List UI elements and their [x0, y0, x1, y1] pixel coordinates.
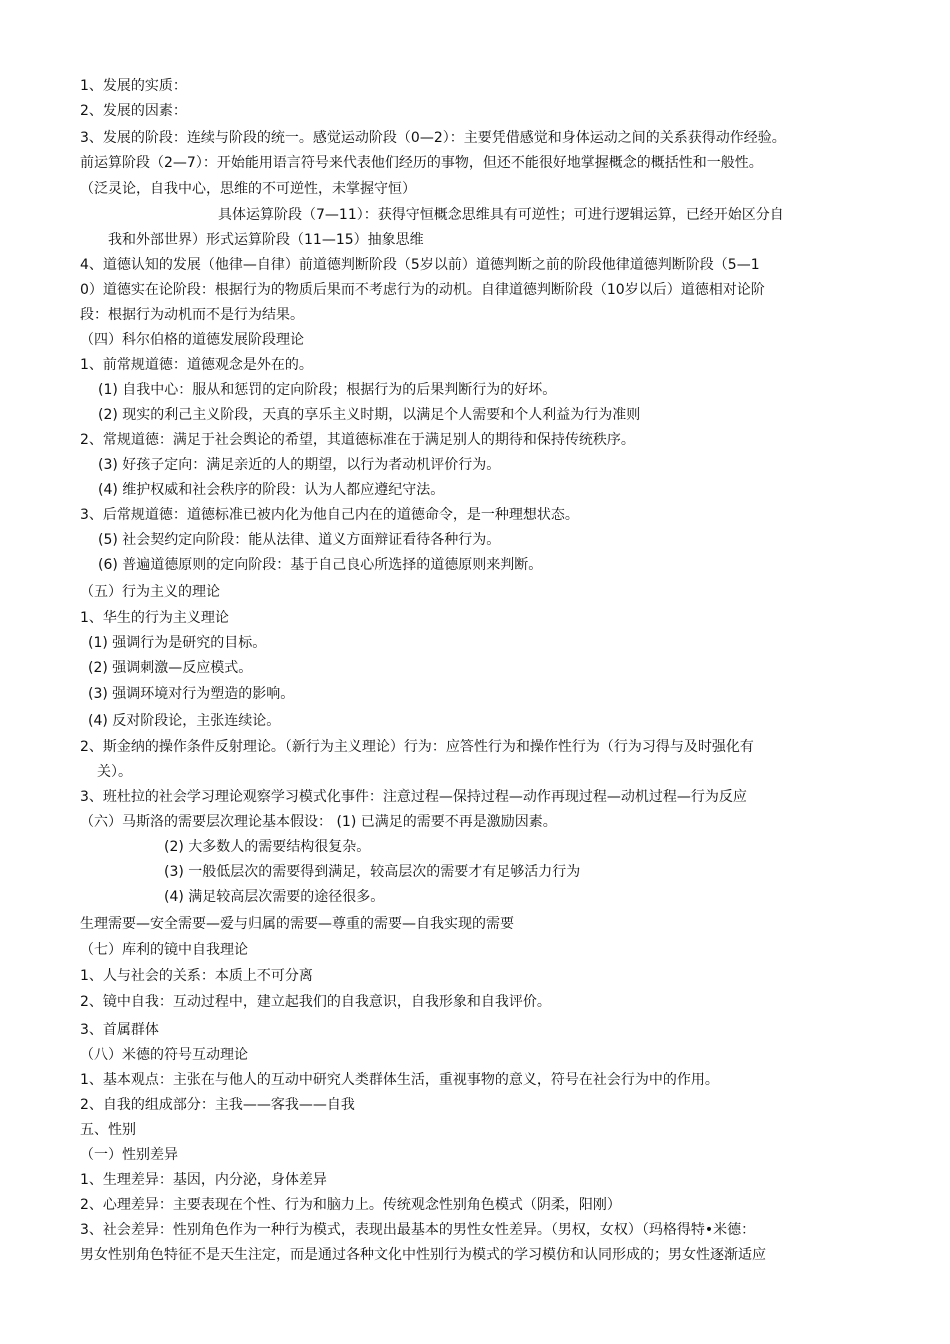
- text-line: (5) 社会契约定向阶段：能从法律、道义方面辩证看待各种行为。: [98, 532, 501, 548]
- text-line: （泛灵论，自我中心，思维的不可逆性，未掌握守恒）: [80, 181, 416, 197]
- text-line: 0）道德实在论阶段：根据行为的物质后果而不考虑行为的动机。自律道德判断阶段（10岁以后）道德相对论阶: [80, 282, 765, 298]
- text-line: (3) 强调环境对行为塑造的影响。: [88, 686, 295, 702]
- text-line: 2、自我的组成部分：主我——客我——自我: [80, 1097, 355, 1113]
- text-line: 1、生理差异：基因，内分泌，身体差异: [80, 1172, 327, 1188]
- text-line: （四）科尔伯格的道德发展阶段理论: [80, 332, 304, 348]
- text-line: 1、人与社会的关系：本质上不可分离: [80, 968, 313, 984]
- text-line: 1、前常规道德：道德观念是外在的。: [80, 357, 313, 373]
- text-line: 五、性别: [80, 1122, 136, 1138]
- text-line: 2、镜中自我：互动过程中，建立起我们的自我意识，自我形象和自我评价。: [80, 994, 551, 1010]
- text-line: 1、基本观点：主张在与他人的互动中研究人类群体生活，重视事物的意义，符号在社会行为中的作用。: [80, 1072, 719, 1088]
- text-line: 具体运算阶段（7—11）：获得守恒概念思维具有可逆性；可进行逻辑运算，已经开始区分自: [218, 207, 784, 223]
- text-line: 关）。: [97, 764, 132, 780]
- text-line: (1) 强调行为是研究的目标。: [88, 635, 267, 651]
- text-line: 3、社会差异：性别角色作为一种行为模式，表现出最基本的男性女性差异。（男权，女权）（玛格得特•米德：: [80, 1222, 756, 1238]
- text-line: 2、心理差异：主要表现在个性、行为和脑力上。传统观念性别角色模式（阴柔，阳刚）: [80, 1197, 621, 1213]
- text-line: （五）行为主义的理论: [80, 584, 220, 600]
- text-line: (3) 一般低层次的需要得到满足，较高层次的需要才有足够活力行为: [164, 864, 581, 880]
- text-line: (2) 强调刺激—反应模式。: [88, 660, 253, 676]
- text-line: 前运算阶段（2—7）：开始能用语言符号来代表他们经历的事物，但还不能很好地掌握概念的概括性和一般性。: [80, 155, 763, 171]
- text-line: (6) 普遍道德原则的定向阶段：基于自己良心所选择的道德原则来判断。: [98, 557, 543, 573]
- text-line: (2) 大多数人的需要结构很复杂。: [164, 839, 371, 855]
- text-line: (4) 满足较高层次需要的途径很多。: [164, 889, 385, 905]
- text-line: 3、后常规道德：道德标准已被内化为他自己内在的道德命令，是一种理想状态。: [80, 507, 579, 523]
- text-line: （六）马斯洛的需要层次理论基本假设： (1) 已满足的需要不再是激励因素。: [80, 814, 557, 830]
- text-line: 2、斯金纳的操作条件反射理论。（新行为主义理论）行为：应答性行为和操作性行为（行为习得与及时强化有: [80, 739, 754, 755]
- text-line: (4) 维护权威和社会秩序的阶段：认为人都应遵纪守法。: [98, 482, 445, 498]
- text-line: 4、道德认知的发展（他律—自律）前道德判断阶段（5岁以前）道德判断之前的阶段他律道德判断阶段（5—1: [80, 257, 760, 273]
- text-line: 3、发展的阶段：连续与阶段的统一。感觉运动阶段（0—2）：主要凭借感觉和身体运动之间的关系获得动作经验。: [80, 130, 786, 146]
- text-line: 我和外部世界）形式运算阶段（11—15）抽象思维: [108, 232, 424, 248]
- text-line: 3、班杜拉的社会学习理论观察学习模式化事件：注意过程—保持过程—动作再现过程—动机过程—行为反应: [80, 789, 747, 805]
- text-line: 1、发展的实质：: [80, 78, 187, 94]
- text-line: (2) 现实的利己主义阶段，天真的享乐主义时期，以满足个人需要和个人利益为行为准则: [98, 407, 641, 423]
- text-line: （七）库利的镜中自我理论: [80, 942, 248, 958]
- text-line: 3、首属群体: [80, 1022, 159, 1038]
- text-line: (4) 反对阶段论，主张连续论。: [88, 713, 281, 729]
- text-line: （一）性别差异: [80, 1147, 178, 1163]
- text-line: 生理需要—安全需要—爱与归属的需要—尊重的需要—自我实现的需要: [80, 916, 514, 932]
- text-line: 1、华生的行为主义理论: [80, 610, 229, 626]
- text-line: （八）米德的符号互动理论: [80, 1047, 248, 1063]
- text-line: 2、发展的因素：: [80, 103, 187, 119]
- text-line: (3) 好孩子定向：满足亲近的人的期望，以行为者动机评价行为。: [98, 457, 501, 473]
- text-line: 段：根据行为动机而不是行为结果。: [80, 307, 304, 323]
- text-line: (1) 自我中心：服从和惩罚的定向阶段；根据行为的后果判断行为的好坏。: [98, 382, 557, 398]
- text-line: 2、常规道德：满足于社会舆论的希望，其道德标准在于满足别人的期待和保持传统秩序。: [80, 432, 635, 448]
- text-line: 男女性别角色特征不是天生注定，而是通过各种文化中性别行为模式的学习模仿和认同形成的；男女性逐渐适应: [80, 1247, 766, 1263]
